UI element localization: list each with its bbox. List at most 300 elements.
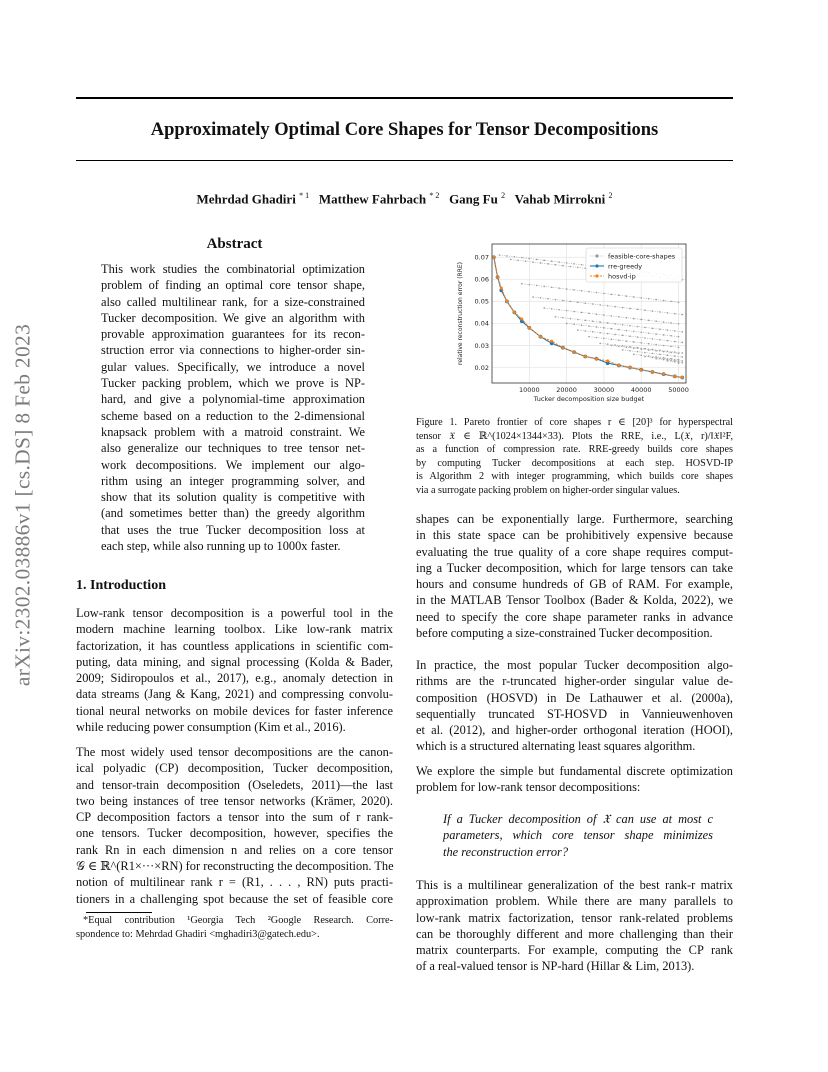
- text-line: evaluating the true quality of a core shape requires comput-: [416, 544, 733, 559]
- text-line: also called multilinear rank, for a size-constrained: [101, 294, 365, 309]
- feasible-point: [626, 340, 628, 342]
- feasible-point: [543, 307, 545, 309]
- feasible-point: [581, 324, 583, 326]
- top-rule: [76, 97, 733, 99]
- feasible-point: [573, 263, 575, 265]
- feasible-point: [584, 302, 586, 304]
- feasible-point: [640, 354, 642, 356]
- feasible-point: [566, 288, 568, 290]
- text-line: in the MATLAB Tensor Toolbox (Bader & Kolda, 2022), we: [416, 593, 733, 608]
- feasible-point: [555, 264, 557, 266]
- feasible-point: [510, 259, 512, 261]
- hosvd-ip-point: [651, 370, 654, 373]
- text-line: in this state space can be prohibitively expensive because: [416, 528, 733, 543]
- feasible-point: [648, 298, 650, 300]
- feasible-point: [670, 335, 672, 337]
- feasible-point: [667, 360, 669, 362]
- feasible-point: [499, 254, 501, 256]
- hosvd-ip-point: [513, 311, 516, 314]
- text-line: gular values. Specifically, we introduce a novel: [101, 359, 365, 374]
- hosvd-ip-point: [573, 351, 576, 354]
- author-name: Mehrdad Ghadiri: [196, 191, 296, 207]
- feasible-point: [667, 329, 669, 331]
- text-line: Tucker decomposition. We give an algorithm with: [101, 310, 365, 325]
- feasible-point: [670, 346, 672, 348]
- hosvd-ip-point: [681, 376, 684, 379]
- feasible-point: [622, 349, 624, 351]
- feasible-point: [644, 327, 646, 329]
- feasible-point: [655, 358, 657, 360]
- text-line: show that its solution quality is competitive with: [101, 490, 365, 505]
- arxiv-stamp-text: arXiv:2302.03886v1 [cs.DS] 8 Feb 2023: [10, 323, 35, 687]
- author-name: Vahab Mirrokni: [514, 191, 606, 207]
- feasible-point: [599, 321, 601, 323]
- title-bottom-rule: [76, 160, 733, 161]
- feasible-point: [618, 294, 620, 296]
- feasible-point: [596, 326, 598, 328]
- feasible-point: [667, 340, 669, 342]
- feasible-point: [670, 352, 672, 354]
- legend-label: rre-greedy: [608, 262, 643, 271]
- arxiv-stamp: [8, 295, 38, 715]
- feasible-point: [674, 361, 676, 363]
- feasible-point: [581, 290, 583, 292]
- feasible-point: [566, 323, 568, 325]
- text-line: puting, data mining, and signal processing (Kolda & Bader,: [76, 654, 393, 669]
- text-line: matrix counterparts. For example, computing the CP rank: [416, 943, 733, 958]
- feasible-point: [681, 314, 683, 316]
- hosvd-ip-point: [550, 340, 553, 343]
- text-line: 2009; Sidiropoulos et al., 2017), e.g., anomaly detection in: [76, 671, 393, 686]
- x-tick-label: 10000: [518, 386, 540, 394]
- footnote-line: *Equal contribution ¹Georgia Tech ²Google Research. Corre-: [83, 915, 393, 926]
- figure-1-caption: [416, 416, 733, 498]
- x-tick-label: 50000: [668, 386, 689, 394]
- feasible-point: [611, 328, 613, 330]
- hosvd-ip-point: [606, 359, 609, 362]
- feasible-point: [607, 343, 609, 345]
- feasible-point: [611, 315, 613, 317]
- feasible-point: [659, 311, 661, 313]
- feasible-point: [562, 265, 564, 267]
- text-line: need to specify the core shape parameter ranks in advance: [416, 609, 733, 624]
- feasible-point: [681, 331, 683, 333]
- hosvd-ip-point: [617, 364, 620, 367]
- author-affiliation: 2: [608, 191, 613, 200]
- feasible-point: [633, 354, 635, 356]
- feasible-point: [648, 343, 650, 345]
- text-line: We explore the simple but fundamental discrete optimization: [416, 764, 733, 778]
- feasible-point: [663, 334, 665, 336]
- feasible-point: [655, 344, 657, 346]
- intro-paragraph-1: [76, 605, 393, 735]
- feasible-point: [652, 338, 654, 340]
- feasible-point: [648, 349, 650, 351]
- feasible-point: [626, 317, 628, 319]
- feasible-point: [566, 310, 568, 312]
- feasible-point: [543, 260, 545, 262]
- feasible-point: [584, 320, 586, 322]
- hosvd-ip-point: [640, 368, 643, 371]
- text-line: knapsack problem with a matroid constraint. We: [101, 424, 365, 439]
- text-line: rithm using an integer programming solver, and: [101, 473, 365, 488]
- author-affiliation: * 2: [429, 191, 440, 200]
- feasible-point: [540, 262, 542, 264]
- feasible-point: [581, 312, 583, 314]
- feasible-point: [588, 312, 590, 314]
- text-line: two being instances of tree tensor networks (Krämer, 2020).: [76, 793, 393, 808]
- feasible-point: [637, 309, 639, 311]
- feasible-point: [681, 360, 683, 362]
- feasible-point: [596, 337, 598, 339]
- feasible-point: [678, 346, 680, 348]
- feasible-point: [674, 330, 676, 332]
- abstract-body: [101, 261, 365, 554]
- text-line: composition (HOSVD) in De Lathauwer et al. (2000a),: [416, 690, 733, 705]
- feasible-point: [670, 322, 672, 324]
- feasible-point: [640, 342, 642, 344]
- feasible-point: [667, 354, 669, 356]
- feasible-point: [547, 298, 549, 300]
- feasible-point: [652, 310, 654, 312]
- feasible-point: [525, 260, 527, 262]
- feasible-point: [667, 312, 669, 314]
- caption-line: as a function of compression rate. RRE-greedy builds core shapes: [416, 444, 733, 456]
- text-line: ical polyadic (CP) decomposition, Tucker decomposition,: [76, 761, 393, 776]
- feasible-point: [577, 329, 579, 331]
- feasible-point: [633, 331, 635, 333]
- feasible-point: [562, 300, 564, 302]
- text-line: tioners in a challenging spot because the set of feasible core: [76, 891, 393, 906]
- feasible-point: [629, 346, 631, 348]
- feasible-core-shapes-line: [522, 284, 679, 303]
- feasible-point: [678, 301, 680, 303]
- text-line: also generalize our techniques to tree tensor net-: [101, 441, 365, 456]
- footnote-rule: [86, 912, 152, 913]
- feasible-point: [577, 301, 579, 303]
- caption-line: is Algorithm 2 with integer programming, which builds core shapes: [416, 471, 733, 483]
- legend-marker: [595, 254, 598, 257]
- text-line: work decompositions. We implement our algo-: [101, 457, 365, 472]
- feasible-point: [663, 345, 665, 347]
- x-tick-label: 30000: [593, 386, 615, 394]
- feasible-point: [614, 323, 616, 325]
- feasible-point: [566, 262, 568, 264]
- text-line: shapes can be exponentially large. Furthermore, searching: [416, 512, 733, 526]
- caption-line: Figure 1. Pareto frontier of core shapes r ∈ [20]³ for hyperspectral: [416, 417, 733, 428]
- feasible-point: [674, 313, 676, 315]
- text-line: each step, while also running up to 1000x faster.: [101, 539, 341, 554]
- feasible-point: [670, 358, 672, 360]
- feasible-point: [663, 359, 665, 361]
- text-line: data streams (Jang & Kang, 2021) and compressing convolu-: [76, 687, 393, 702]
- chart-svg: [452, 240, 692, 408]
- feasible-point: [655, 350, 657, 352]
- feasible-point: [592, 331, 594, 333]
- text-line: parameters, which core tensor shape minimizes: [443, 828, 713, 843]
- feasible-point: [570, 318, 572, 320]
- hosvd-ip-point: [673, 375, 676, 378]
- feasible-point: [573, 311, 575, 313]
- feasible-point: [614, 334, 616, 336]
- feasible-point: [603, 314, 605, 316]
- text-line: The most widely used tensor decompositions are the canon-: [76, 745, 393, 759]
- feasible-point: [543, 286, 545, 288]
- feasible-point: [670, 301, 672, 303]
- feasible-point: [678, 353, 680, 355]
- feasible-point: [652, 327, 654, 329]
- hosvd-ip-point: [662, 373, 665, 376]
- feasible-point: [588, 336, 590, 338]
- text-line: before computing a size-constrained Tucker decomposition.: [416, 626, 713, 641]
- feasible-point: [644, 356, 646, 358]
- abstract-heading: Abstract: [206, 236, 263, 252]
- feasible-point: [629, 308, 631, 310]
- feasible-point: [611, 339, 613, 341]
- hosvd-ip-point: [584, 355, 587, 358]
- hosvd-ip-point: [520, 318, 523, 321]
- feasible-point: [678, 336, 680, 338]
- author-affiliation: 2: [501, 191, 506, 200]
- feasible-point: [648, 332, 650, 334]
- text-line: problem of finding an optimal core tensor shape,: [101, 278, 365, 293]
- feasible-point: [536, 285, 538, 287]
- feasible-point: [588, 325, 590, 327]
- y-tick-label: 0.02: [474, 363, 489, 372]
- feasible-point: [551, 260, 553, 262]
- feasible-point: [517, 260, 519, 262]
- right-paragraph-4: [416, 877, 733, 975]
- feasible-point: [644, 352, 646, 354]
- text-line: scheme based on a reduction to the 2-dimensional: [101, 408, 365, 423]
- author-list: [76, 191, 733, 207]
- feasible-point: [622, 335, 624, 337]
- feasible-point: [655, 320, 657, 322]
- feasible-point: [558, 287, 560, 289]
- feasible-point: [599, 332, 601, 334]
- text-line: can be thoroughly different and more challenging than their: [416, 926, 733, 941]
- feasible-point: [626, 346, 628, 348]
- feasible-point: [592, 320, 594, 322]
- legend-marker: [595, 264, 598, 267]
- feasible-point: [663, 321, 665, 323]
- feasible-point: [674, 359, 676, 361]
- text-line: If a Tucker decomposition of 𝔛 can use at most c: [443, 812, 713, 826]
- hosvd-ip-point: [561, 346, 564, 349]
- feasible-point: [607, 305, 609, 307]
- feasible-point: [626, 330, 628, 332]
- right-paragraph-1: [416, 511, 733, 641]
- intro-paragraph-2: [76, 744, 393, 907]
- text-line: hard, and give a polynomial-time approximation: [101, 392, 365, 407]
- feasible-point: [614, 306, 616, 308]
- caption-line: via a surrogate packing problem on higher-order singular values.: [416, 484, 680, 496]
- feasible-point: [573, 324, 575, 326]
- hosvd-ip-point: [496, 276, 499, 279]
- feasible-point: [607, 333, 609, 335]
- feasible-point: [648, 320, 650, 322]
- feasible-point: [633, 341, 635, 343]
- feasible-point: [663, 300, 665, 302]
- feasible-point: [562, 317, 564, 319]
- feasible-point: [581, 264, 583, 266]
- text-line: while reducing power consumption (Kim et al., 2016).: [76, 720, 346, 735]
- feasible-point: [637, 326, 639, 328]
- feasible-point: [603, 338, 605, 340]
- author-affiliation: * 1: [299, 191, 310, 200]
- caption-line: tensor 𝔛 ∈ ℝ^(1024×1344×33). Plots the RRE, i.e., L(𝔛, r)/‖𝔛‖²F,: [416, 430, 733, 442]
- text-line: hours and consume hundreds of GB of RAM. For example,: [416, 577, 733, 592]
- text-line: notion of multilinear rank r = (R1, . . . , RN) puts practi-: [76, 875, 393, 890]
- feasible-point: [644, 309, 646, 311]
- footnote-line: spondence to: Mehrdad Ghadiri <mghadiri3@gatech.edu>.: [76, 929, 320, 940]
- feasible-point: [555, 299, 557, 301]
- text-line: that uses the true Tucker decomposition loss at: [101, 522, 365, 537]
- text-line: which is a structured alternating least squares algorithm.: [416, 739, 696, 754]
- feasible-point: [570, 301, 572, 303]
- right-paragraph-3: [416, 763, 733, 796]
- text-line: (and sometimes better than) the greedy algorithm: [101, 506, 365, 521]
- feasible-point: [622, 324, 624, 326]
- feasible-point: [640, 319, 642, 321]
- feasible-point: [640, 331, 642, 333]
- hosvd-ip-point: [492, 256, 495, 259]
- hosvd-ip-point: [629, 366, 632, 369]
- feasible-point: [529, 284, 531, 286]
- y-tick-label: 0.06: [474, 275, 489, 284]
- section-heading-introduction: 1. Introduction: [76, 578, 166, 593]
- feasible-point: [633, 347, 635, 349]
- text-line: This work studies the combinatorial optimization: [101, 262, 365, 276]
- feasible-point: [629, 325, 631, 327]
- author-name: Matthew Fahrbach: [318, 191, 427, 207]
- hosvd-ip-point: [539, 335, 542, 338]
- feasible-point: [640, 348, 642, 350]
- author-name: Gang Fu: [449, 191, 498, 207]
- text-line: ing a Tucker decomposition, which for large tensors can take: [416, 560, 733, 575]
- feasible-point: [640, 297, 642, 299]
- feasible-point: [681, 342, 683, 344]
- feasible-point: [663, 357, 665, 359]
- feasible-point: [644, 337, 646, 339]
- text-line: et al. (2012), and higher-order orthogonal iteration (HOOI),: [416, 723, 733, 738]
- feasible-point: [655, 333, 657, 335]
- feasible-point: [659, 354, 661, 356]
- feasible-point: [603, 327, 605, 329]
- feasible-point: [547, 263, 549, 265]
- feasible-point: [637, 336, 639, 338]
- feasible-point: [637, 347, 639, 349]
- hosvd-ip-point: [500, 287, 503, 290]
- paper-title: Approximately Optimal Core Shapes for Tensor Decompositions: [150, 120, 659, 140]
- feasible-point: [536, 259, 538, 261]
- feasible-point: [655, 299, 657, 301]
- feasible-point: [681, 362, 683, 364]
- text-line: rank Rn in each dimension n and relies on a core tensor: [76, 842, 393, 857]
- feasible-point: [599, 342, 601, 344]
- legend-label: hosvd-ip: [608, 272, 636, 281]
- feasible-point: [592, 303, 594, 305]
- feasible-point: [618, 316, 620, 318]
- text-line: tional neural networks on mobile devices for faster inference: [76, 703, 393, 718]
- feasible-point: [681, 352, 683, 354]
- text-line: struction error via connections to higher-order sin-: [101, 343, 365, 358]
- feasible-point: [618, 346, 620, 348]
- figure-1-chart: [452, 240, 692, 408]
- feasible-point: [596, 313, 598, 315]
- hosvd-ip-point: [528, 326, 531, 329]
- hosvd-ip-point: [595, 357, 598, 360]
- feasible-point: [629, 335, 631, 337]
- feasible-point: [573, 289, 575, 291]
- feasible-point: [618, 329, 620, 331]
- feasible-point: [555, 316, 557, 318]
- feasible-point: [663, 351, 665, 353]
- feasible-point: [633, 318, 635, 320]
- x-tick-label: 40000: [630, 386, 652, 394]
- feasible-point: [532, 261, 534, 263]
- feasible-point: [532, 296, 534, 298]
- feasible-point: [678, 323, 680, 325]
- feasible-point: [652, 353, 654, 355]
- text-line: the reconstruction error?: [443, 844, 569, 859]
- feasible-point: [570, 266, 572, 268]
- feasible-point: [540, 297, 542, 299]
- text-line: CP decomposition factors a tensor into the sum of r rank-: [76, 810, 393, 825]
- feasible-point: [618, 339, 620, 341]
- feasible-point: [551, 308, 553, 310]
- y-tick-label: 0.05: [474, 297, 489, 306]
- feasible-point: [674, 355, 676, 357]
- text-line: modern machine learning toolbox. Like low-rank matrix: [76, 622, 393, 637]
- y-tick-label: 0.04: [474, 319, 489, 328]
- caption-line: by computing Tucker decompositions at each step. HOSVD-IP: [416, 457, 733, 469]
- feasible-point: [681, 356, 683, 358]
- text-line: In practice, the most popular Tucker decomposition algo-: [416, 658, 733, 672]
- feasible-point: [599, 304, 601, 306]
- text-line: and tensor-train decomposition (Oseledets, 2011)—the last: [76, 777, 393, 792]
- feasible-point: [637, 351, 639, 353]
- feasible-point: [629, 350, 631, 352]
- text-line: problem for low-rank tensor decompositions:: [416, 780, 641, 795]
- text-line: of a real-valued tensor is NP-hard (Hillar & Lim, 2013).: [416, 959, 695, 974]
- y-tick-label: 0.03: [474, 341, 489, 350]
- text-line: factorization, it has countless applications in scientific com-: [76, 638, 393, 653]
- feasible-point: [596, 292, 598, 294]
- legend-marker: [595, 274, 598, 277]
- feasible-point: [584, 330, 586, 332]
- feasible-point: [678, 362, 680, 364]
- text-line: sequentially truncated ST-HOSVD in Vannieuwenhoven: [416, 706, 733, 721]
- feasible-point: [611, 294, 613, 296]
- feasible-point: [577, 267, 579, 269]
- text-line: rithms are the r-truncated higher-order singular value de-: [416, 674, 733, 689]
- feasible-point: [659, 328, 661, 330]
- feasible-point: [577, 319, 579, 321]
- hosvd-ip-point: [505, 300, 508, 303]
- text-line: This is a multilinear generalization of the best rank-r matrix: [416, 878, 733, 892]
- feasible-point: [514, 256, 516, 258]
- text-line: one tensors. Tucker decomposition, however, specifies the: [76, 826, 393, 841]
- x-axis-label: Tucker decomposition size budget: [533, 395, 645, 403]
- feasible-point: [558, 309, 560, 311]
- feasible-point: [603, 293, 605, 295]
- x-tick-label: 20000: [556, 386, 577, 394]
- legend-label: feasible-core-shapes: [608, 252, 676, 261]
- y-axis-label: relative reconstruction error (RRE): [457, 261, 464, 366]
- text-line: approximation problem. While there are many parallels to: [416, 894, 733, 909]
- feasible-point: [588, 291, 590, 293]
